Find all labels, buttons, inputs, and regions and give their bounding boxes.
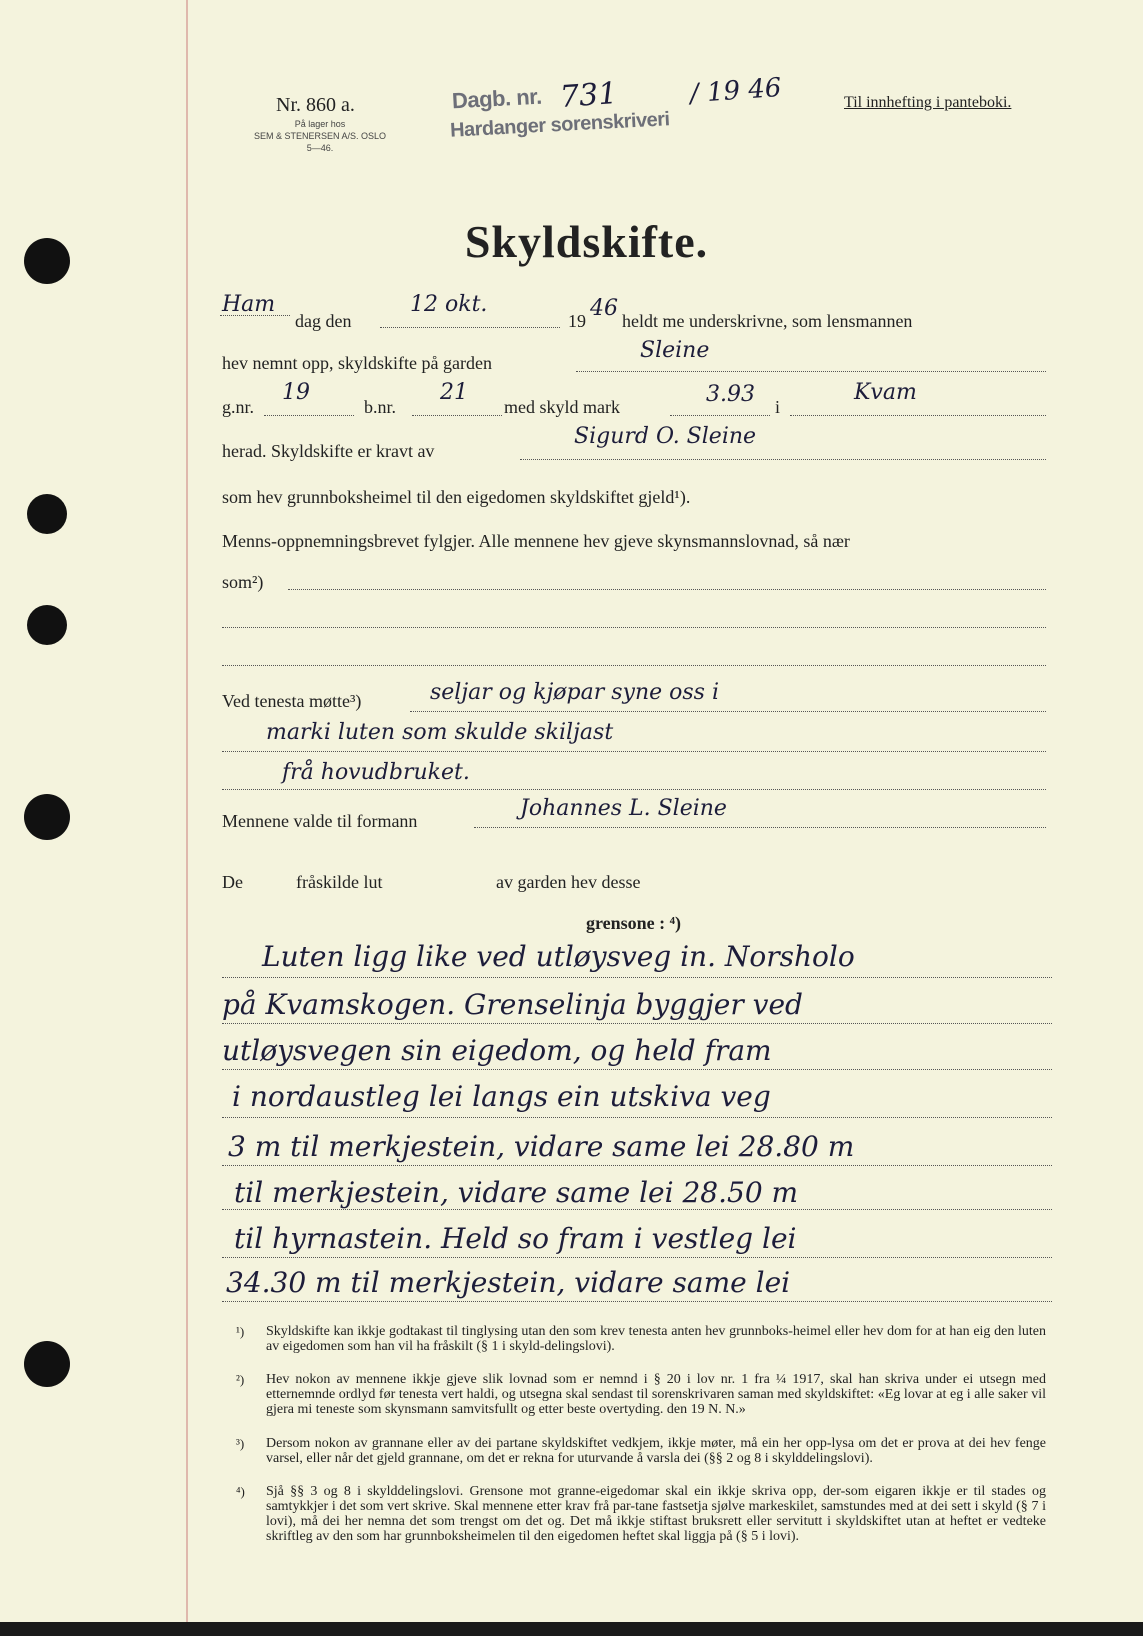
footnote-text: Sjå §§ 3 og 8 i skylddelingslovi. Grensone mot granne-eigedomar skal ein ikkje skriva opp, der-som eigaren ikkje er til stades og samtykkjer i det som vert skrive. Skal mennene etter krav frå par-tane fastsetja sjølve markeskilet, samstundes med at dei sett i skyld (§ 7 i lovi), må dei her nemna det som trengst om det og. Det må ikkje stiftast bruksrett eller servitutt i skyldskiftet utan at heftet er vedteke skriftleg av den som har grunnboksheimelen til den eigedomen heftet skal liggja på (§ 5 i lovi). (266, 1484, 1046, 1544)
punch-hole (27, 494, 67, 534)
form-text: som hev grunnboksheimel til den eigedomen skyldskiftet gjeld¹). (222, 487, 691, 507)
printer-line: 5—46. (306, 143, 334, 153)
fill-line (222, 750, 1046, 752)
boundary-line: til hyrnastein. Held so fram i vestleg lei (234, 1222, 797, 1255)
fill-line (222, 1022, 1052, 1024)
handwritten-farm: Sleine (640, 338, 710, 363)
handwritten-bnr: 21 (440, 380, 468, 405)
form-text: Menns-oppnemningsbrevet fylgjer. Alle mennene hev gjeve skynsmannslovnad, så nær (222, 531, 850, 551)
punch-hole (27, 605, 67, 645)
footnote-text: Hev nokon av mennene ikkje gjeve slik lovnad som er nemnd i § 20 i lov nr. 1 fra ¼ 1917, skal han skriva under ei utsegn med etternemnde ordlyd før tenesta vert haldi, og utsegna skal sendast til sorenskrivaren saman med skyldskiftet: «Eg lovar at eg i alle saker vil gjera mi teneste som skynsmann samvitsfullt og etter beste overtyding. den 19 N. N.» (266, 1372, 1046, 1417)
footnote-mark: ²) (236, 1372, 245, 1387)
fill-line (222, 664, 1046, 666)
footnote-mark: ⁴) (236, 1484, 245, 1499)
form-text: hev nemnt opp, skyldskifte på garden (222, 353, 492, 373)
boundary-line: Luten ligg like ved utløysveg in. Norsholo (262, 940, 855, 973)
boundary-line: 3 m til merkjestein, vidare same lei 28.80 m (228, 1130, 855, 1163)
handwritten-gnr: 19 (282, 380, 310, 405)
form-text: som²) (222, 572, 264, 592)
fill-line (222, 976, 1052, 978)
printer-imprint (232, 118, 408, 154)
stamp-label: Dagb. nr. (451, 83, 543, 114)
handwritten-date: 12 okt. (410, 292, 488, 317)
fill-line (222, 1300, 1052, 1302)
fill-line (222, 1208, 1052, 1210)
fill-line (222, 1164, 1052, 1166)
form-text: Mennene valde til formann (222, 811, 418, 831)
form-text: g.nr. (222, 397, 255, 417)
printer-line: SEM & STENERSEN A/S. OSLO (253, 131, 387, 141)
form-text: heldt me underskrivne, som lensmannen (622, 311, 913, 331)
document-title: Skyldskifte. (464, 216, 709, 267)
boundary-line: i nordaustleg lei langs ein utskiva veg (232, 1080, 771, 1113)
fill-line (222, 788, 1046, 790)
stamp-year: / 19 46 (689, 72, 783, 110)
form-heading: grensone : ⁴) (586, 913, 682, 933)
form-text: De (222, 872, 243, 892)
punch-hole (24, 1341, 70, 1387)
fill-line (264, 414, 354, 416)
form-text: herad. Skyldskifte er kravt av (222, 441, 435, 461)
footnote-mark: ³) (236, 1436, 245, 1451)
form-text: i (775, 397, 781, 417)
stamp-office: Hardanger sorenskriveri (449, 108, 671, 142)
form-text: fråskilde lut (296, 872, 383, 892)
handwritten-year: 46 (590, 296, 618, 321)
printer-line: På lager hos (294, 119, 346, 129)
fill-line (670, 414, 770, 416)
handwritten-herad: Kvam (854, 380, 917, 405)
fill-line (220, 314, 290, 316)
fill-line (520, 458, 1046, 460)
handwritten-attendance: seljar og kjøpar syne oss i (430, 680, 719, 705)
form-text: Ved tenesta møtte³) (222, 691, 362, 711)
boundary-line: til merkjestein, vidare same lei 28.50 m (234, 1176, 799, 1209)
boundary-line: utløysvegen sin eigedom, og held fram (222, 1034, 772, 1067)
boundary-line: på Kvamskogen. Grenselinja byggjer ved (222, 988, 803, 1021)
fill-line (222, 1116, 1052, 1118)
handwritten-attendance: frå hovudbruket. (282, 760, 470, 785)
boundary-line: 34.30 m til merkjestein, vidare same lei (226, 1266, 791, 1299)
fill-line (222, 626, 1046, 628)
footnote-text: Skyldskifte kan ikkje godtakast til tinglysing utan den som krev tenesta anten hev grunnboks-heimel eller hev dom for at han eig den luten av eigedomen som han vil ha fråskilt (§ 1 i skyld-delingslovi). (266, 1324, 1046, 1354)
handwritten-place: Ham (222, 292, 276, 317)
punch-hole (24, 794, 70, 840)
fill-line (576, 370, 1046, 372)
fill-line (410, 710, 1046, 712)
fill-line (412, 414, 502, 416)
footnote-text: Dersom nokon av grannane eller av dei partane skyldskiftet vedkjem, ikkje møter, må ein her opp-lysa om det er prova at dei hev fenge varsel, eller når det gjeld grannane, om det er rekna for uturvande å varsla dei (§§ 2 og 8 i skylddelingslovi). (266, 1436, 1046, 1466)
fill-line (288, 588, 1046, 590)
scan-edge (0, 1622, 1143, 1636)
fill-line (380, 326, 560, 328)
form-text: b.nr. (364, 397, 397, 417)
handwritten-mark: 3.93 (706, 382, 755, 407)
fill-line (222, 1068, 1052, 1070)
header-note: Til innhefting i panteboki. (844, 94, 1012, 111)
stamp-number: 731 (558, 76, 619, 115)
fill-line (222, 1256, 1052, 1258)
form-text: av garden hev desse (496, 872, 641, 892)
fill-line (790, 414, 1046, 416)
handwritten-attendance: marki luten som skulde skiljast (266, 720, 614, 745)
fill-line (474, 826, 1046, 828)
handwritten-claimant: Sigurd O. Sleine (574, 424, 757, 449)
form-text: dag den (295, 311, 352, 331)
handwritten-chairman: Johannes L. Sleine (520, 796, 727, 821)
form-text: 19 (568, 311, 586, 331)
form-number: Nr. 860 a. (276, 94, 355, 116)
form-text: med skyld mark (504, 397, 620, 417)
footnote-mark: ¹) (236, 1324, 245, 1339)
